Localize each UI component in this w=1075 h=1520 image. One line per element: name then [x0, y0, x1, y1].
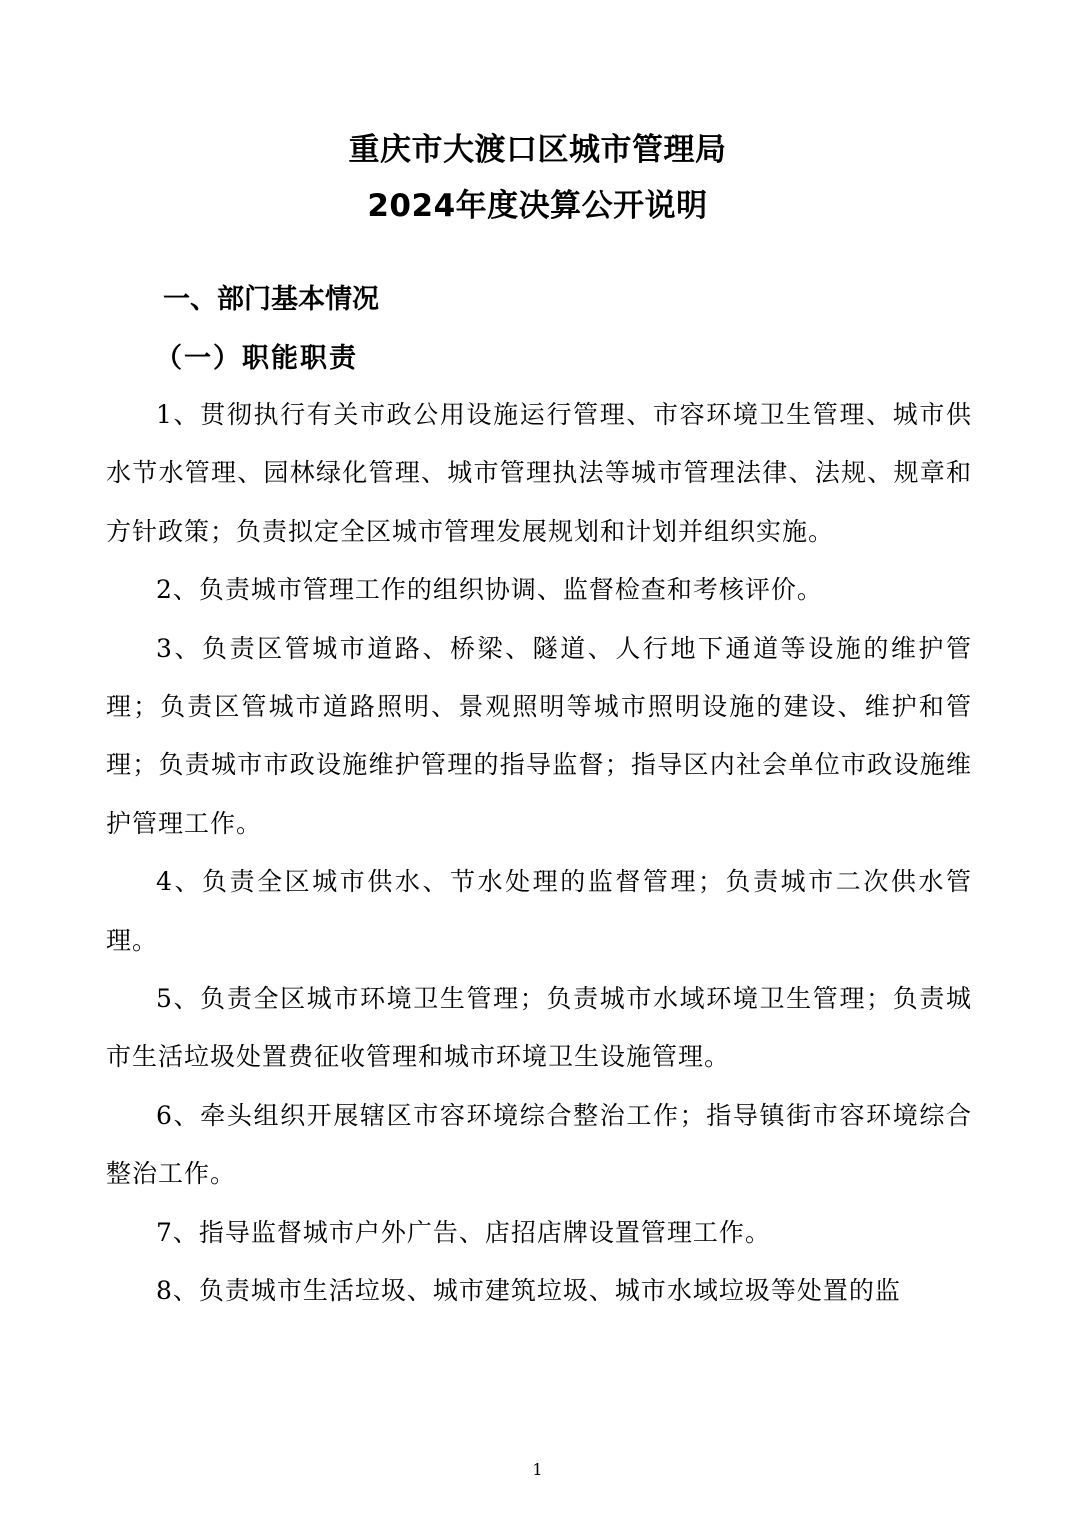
paragraph: 8、负责城市生活垃圾、城市建筑垃圾、城市水域垃圾等处置的监 — [156, 1276, 901, 1306]
page-number: 1 — [532, 1460, 543, 1479]
paragraph: 3、负责区管城市道路、桥梁、隧道、人行地下通道等设施的维护管理；负责区管城市道路照明、景观照明等城市照明设施的建设、维护和管理；负责城市市政设施维护管理的指导监督；指导区内社会单位市政设施维护管理工作。 — [106, 633, 972, 838]
document-body — [106, 386, 972, 1321]
document-title-line1: 重庆市大渡口区城市管理局 — [348, 132, 727, 168]
paragraph: 2、负责城市管理工作的组织协调、监督检查和考核评价。 — [156, 575, 823, 605]
paragraph: 5、负责全区城市环境卫生管理；负责城市水域环境卫生管理；负责城市生活垃圾处置费征收管理和城市环境卫生设施管理。 — [106, 984, 972, 1072]
paragraph: 1、贯彻执行有关市政公用设施运行管理、市容环境卫生管理、城市供水节水管理、园林绿化管理、城市管理执法等城市管理法律、法规、规章和方针政策；负责拟定全区城市管理发展规划和计划并组织实施。 — [106, 400, 972, 546]
section-heading: 一、部门基本情况 — [163, 284, 379, 315]
paragraph: 6、牵头组织开展辖区市容环境综合整治工作；指导镇街市容环境综合整治工作。 — [106, 1100, 972, 1189]
paragraph: 7、指导监督城市户外广告、店招店牌设置管理工作。 — [156, 1217, 771, 1247]
paragraph: 4、负责全区城市供水、节水处理的监督管理；负责城市二次供水管理。 — [106, 867, 972, 955]
document-title-line2: 2024年度决算公开说明 — [367, 188, 708, 224]
subsection-heading: （一）职能职责 — [155, 343, 358, 374]
